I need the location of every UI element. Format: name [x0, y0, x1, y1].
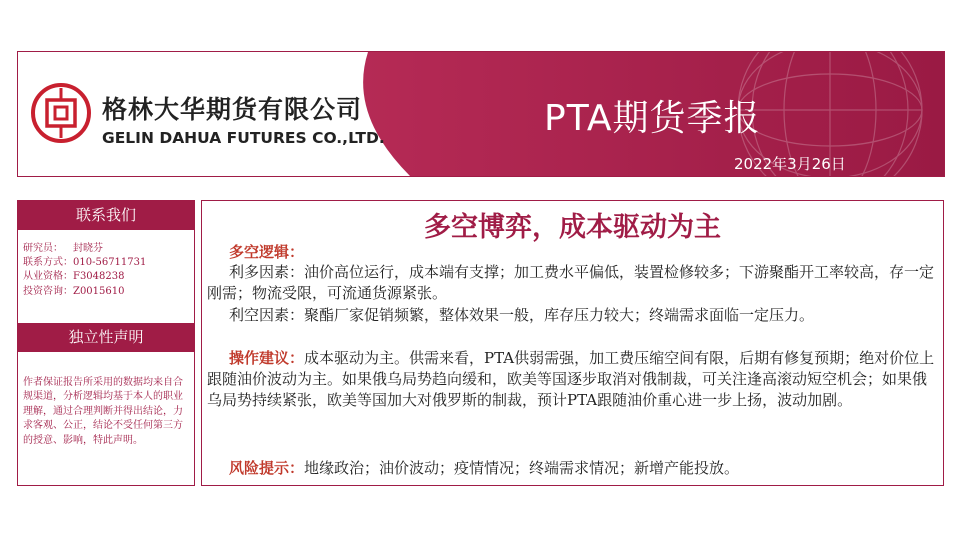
risk-paragraph	[207, 458, 937, 479]
contact-list	[23, 242, 146, 299]
statement-heading: 独立性声明	[18, 323, 194, 352]
main-content	[201, 200, 944, 486]
contact-heading: 联系我们	[18, 201, 194, 230]
report-date: 2022年3月26日	[734, 155, 846, 173]
logic-label: 多空逻辑：	[229, 243, 305, 261]
advice-label: 操作建议：	[229, 349, 305, 367]
company-name-en: GELIN DAHUA FUTURES CO.,LTD.	[102, 129, 385, 147]
risk-label: 风险提示：	[229, 459, 305, 477]
contact-item: 从业资格：F3048238	[23, 271, 125, 283]
contact-item: 联系方式：010-56711731	[23, 257, 147, 269]
bullish-label: 利多因素：	[229, 263, 305, 281]
report-title: PTA期货季报	[544, 98, 761, 139]
bullish-paragraph	[207, 262, 937, 304]
contact-item: 研究员： 封晓芬	[23, 243, 103, 254]
contact-item: 投资咨询：Z0015610	[23, 285, 125, 297]
bearish-paragraph	[207, 305, 937, 326]
risk-text: 地缘政治；油价波动；疫情情况；终端需求情况；新增产能投放。	[304, 459, 740, 477]
gelin-dahua-logo-icon	[30, 82, 92, 144]
sidebar	[17, 200, 195, 486]
company-name-cn: 格林大华期货有限公司	[102, 95, 363, 124]
bullish-text: 油价高位运行，成本端有支撑；加工费水平偏低，装置检修较多；下游聚酯开工率较高，存一定刚需；物流受限，可流通货源紧张。	[207, 263, 935, 302]
report-headline: 多空博弈，成本驱动为主	[424, 212, 721, 243]
report-header	[17, 51, 945, 177]
bearish-label: 利空因素：	[229, 306, 305, 324]
independence-statement: 作者保证报告所采用的数据均来自合规渠道，分析逻辑均基于本人的职业理解，通过合理判断并得出结论，力求客观、公正，结论不受任何第三方的授意、影响，特此声明。	[23, 377, 183, 446]
advice-text: 成本驱动为主。供需来看，PTA供弱需强，加工费压缩空间有限，后期有修复预期；绝对价位上跟随油价波动为主。如果俄乌局势趋向缓和，欧美等国逐步取消对俄制裁，可关注逢高滚动短空机会；如果俄乌局势持续紧张，欧美等国加大对俄罗斯的制裁，预计PTA跟随油价重心进一步上扬，波动加剧。	[207, 349, 935, 409]
bearish-text: 聚酯厂家促销频繁，整体效果一般，库存压力较大；终端需求面临一定压力。	[304, 306, 815, 324]
advice-paragraph	[207, 348, 937, 411]
